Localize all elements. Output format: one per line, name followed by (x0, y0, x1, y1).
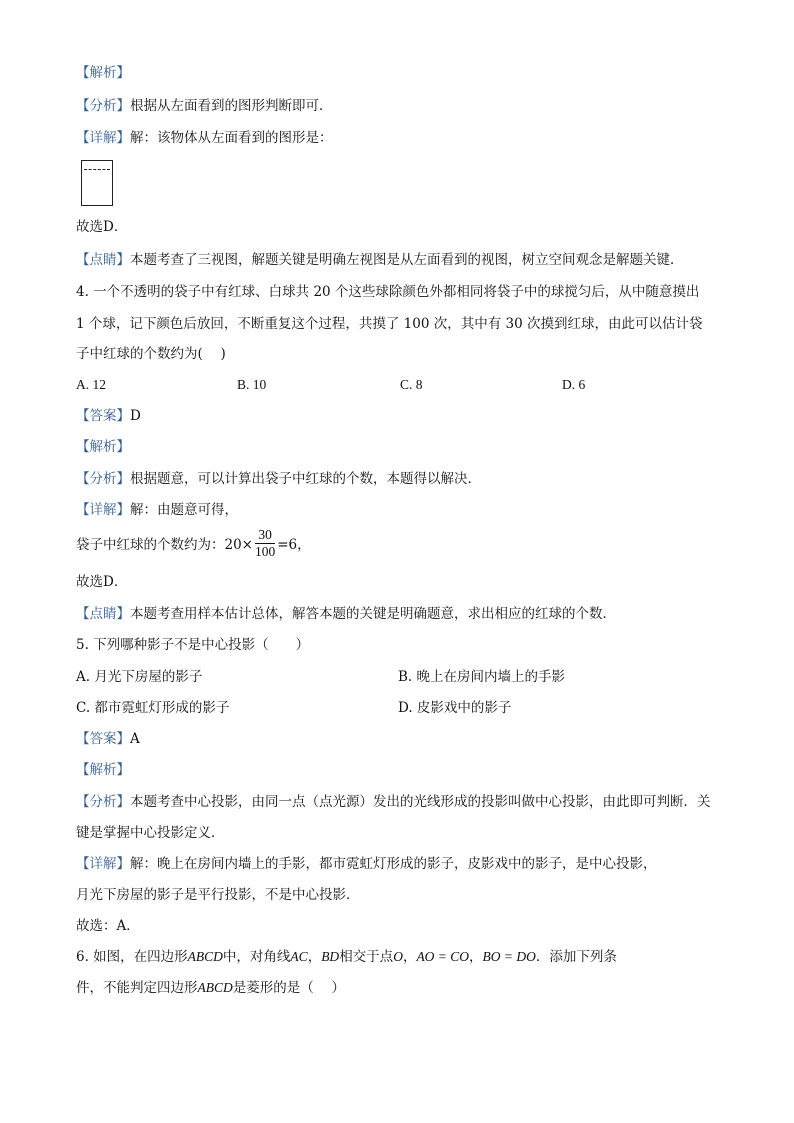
q4-fenxi-line (76, 470, 481, 488)
q5-xiangjie-line2: 月光下房屋的影子是平行投影，不是中心投影． (76, 887, 360, 903)
q4-option-c: C. 8 (400, 377, 423, 392)
q6-text-1: 6. 如图，在四边形 (76, 949, 188, 965)
q5-option-b: B. 晚上在房间内墙上的手影 (398, 669, 566, 685)
q5-xiangjie-line1 (76, 855, 657, 873)
q4-calc-suffix: =6， (277, 537, 311, 553)
q6-line2-b: 是菱形的是（ ） (232, 980, 346, 996)
q4-dianjing-tag: 【点睛】 (76, 606, 130, 622)
q4-xiangjie-tag: 【详解】 (76, 502, 130, 518)
q6-math-abcd: ABCD (187, 949, 223, 964)
q4-choose-line: 故选D． (76, 574, 128, 590)
fenxi-text: 根据从左面看到的图形判断即可． (130, 98, 333, 114)
q5-answer-line (76, 730, 140, 748)
hidden-edge-dash (84, 169, 110, 170)
q4-fraction (255, 527, 275, 560)
q6-math-ao-co: AO = CO (416, 949, 470, 964)
q4-jiexi-label: 【解析】 (76, 439, 130, 455)
q5-fenxi-line1 (76, 793, 711, 811)
q4-fenxi-text: 根据题意，可以计算出袋子中红球的个数，本题得以解决． (130, 471, 481, 487)
q6-stem-line2 (76, 979, 345, 997)
q4-dianjing-text: 本题考查用样本估计总体，解答本题的关键是明确题意，求出相应的红球的个数． (130, 606, 616, 622)
q6-text-6: ， (469, 949, 483, 965)
q5-fenxi-text1: 本题考查中心投影，由同一点（点光源）发出的光线形成的投影叫做中心投影，由此即可判断．关 (130, 794, 711, 810)
q4-calc-line (76, 527, 311, 563)
q5-answer: A (130, 731, 140, 747)
q4-answer-line (76, 407, 141, 425)
q5-jiexi-label: 【解析】 (76, 762, 130, 778)
q6-math-o: O (393, 949, 403, 964)
choose-line: 故选D． (76, 219, 128, 235)
q4-frac-numerator: 30 (258, 527, 272, 542)
jiexi-label: 【解析】 (76, 65, 130, 81)
q6-text-7: ．添加下列条 (535, 949, 617, 965)
q4-answer: D (130, 408, 141, 424)
q5-fenxi-tag: 【分析】 (76, 794, 130, 810)
q5-option-d: D. 皮影戏中的影子 (398, 700, 512, 716)
q5-fenxi-line2: 键是掌握中心投影定义． (76, 825, 225, 841)
q5-xiangjie-text1: 解：晚上在房间内墙上的手影，都市霓虹灯形成的影子，皮影戏中的影子，是中心投影， (130, 856, 657, 872)
dianjing-tag: 【点睛】 (76, 252, 130, 268)
q4-option-b: B. 10 (237, 377, 267, 392)
left-view-figure (81, 160, 113, 206)
xiangjie-tag: 【详解】 (76, 130, 130, 146)
q4-xiangjie-line (76, 501, 238, 519)
q4-calc-prefix: 袋子中红球的个数约为：20× (76, 537, 253, 553)
q4-stem-line3: 子中红球的个数约为( ) (76, 346, 226, 362)
q4-option-a: A. 12 (76, 377, 106, 392)
fenxi-tag: 【分析】 (76, 98, 130, 114)
q5-option-a: A. 月光下房屋的影子 (76, 669, 203, 685)
q6-math-bo-do: BO = DO (482, 949, 536, 964)
q5-xiangjie-tag: 【详解】 (76, 856, 130, 872)
q5-answer-tag: 【答案】 (76, 731, 130, 747)
xiangjie-text: 解：该物体从左面看到的图形是： (130, 130, 333, 146)
q4-fenxi-tag: 【分析】 (76, 471, 130, 487)
q6-math-ac: AC (290, 949, 308, 964)
q5-stem: 5. 下列哪种影子不是中心投影（ ） (76, 637, 310, 653)
dianjing-line (76, 251, 684, 269)
q6-math-bd: BD (321, 949, 340, 964)
q6-stem-line1 (76, 948, 617, 966)
dianjing-text: 本题考查了三视图，解题关键是明确左视图是从左面看到的视图，树立空间观念是解题关键． (130, 252, 684, 268)
q4-frac-denominator: 100 (255, 544, 276, 559)
xiangjie-line (76, 129, 333, 147)
q4-xiangjie-text: 解：由题意可得， (130, 502, 238, 518)
q5-choose-line: 故选：A． (76, 918, 140, 934)
q6-text-2: 中，对角线 (222, 949, 291, 965)
q4-stem-line2: 1 个球，记下颜色后放回，不断重复这个过程，共摸了 100 次，其中有 30 次摸到红球，由此可以估计袋 (76, 316, 703, 332)
q6-text-4: 相交于点 (339, 949, 394, 965)
q4-option-d: D. 6 (562, 377, 586, 392)
q6-text-3: ， (307, 949, 322, 965)
q4-answer-tag: 【答案】 (76, 408, 130, 424)
q4-stem-line1: 4. 一个不透明的袋子中有红球、白球共 20 个这些球除颜色外都相同将袋子中的球搅匀后，从中随意摸出 (76, 284, 700, 300)
q6-line2-a: 件，不能判定四边形 (76, 980, 198, 996)
q6-line2-math-abcd: ABCD (197, 980, 233, 995)
q4-dianjing-line (76, 605, 616, 623)
q5-option-c: C. 都市霓虹灯形成的影子 (76, 700, 230, 716)
fenxi-line (76, 97, 333, 115)
q6-text-5: ， (402, 949, 417, 965)
